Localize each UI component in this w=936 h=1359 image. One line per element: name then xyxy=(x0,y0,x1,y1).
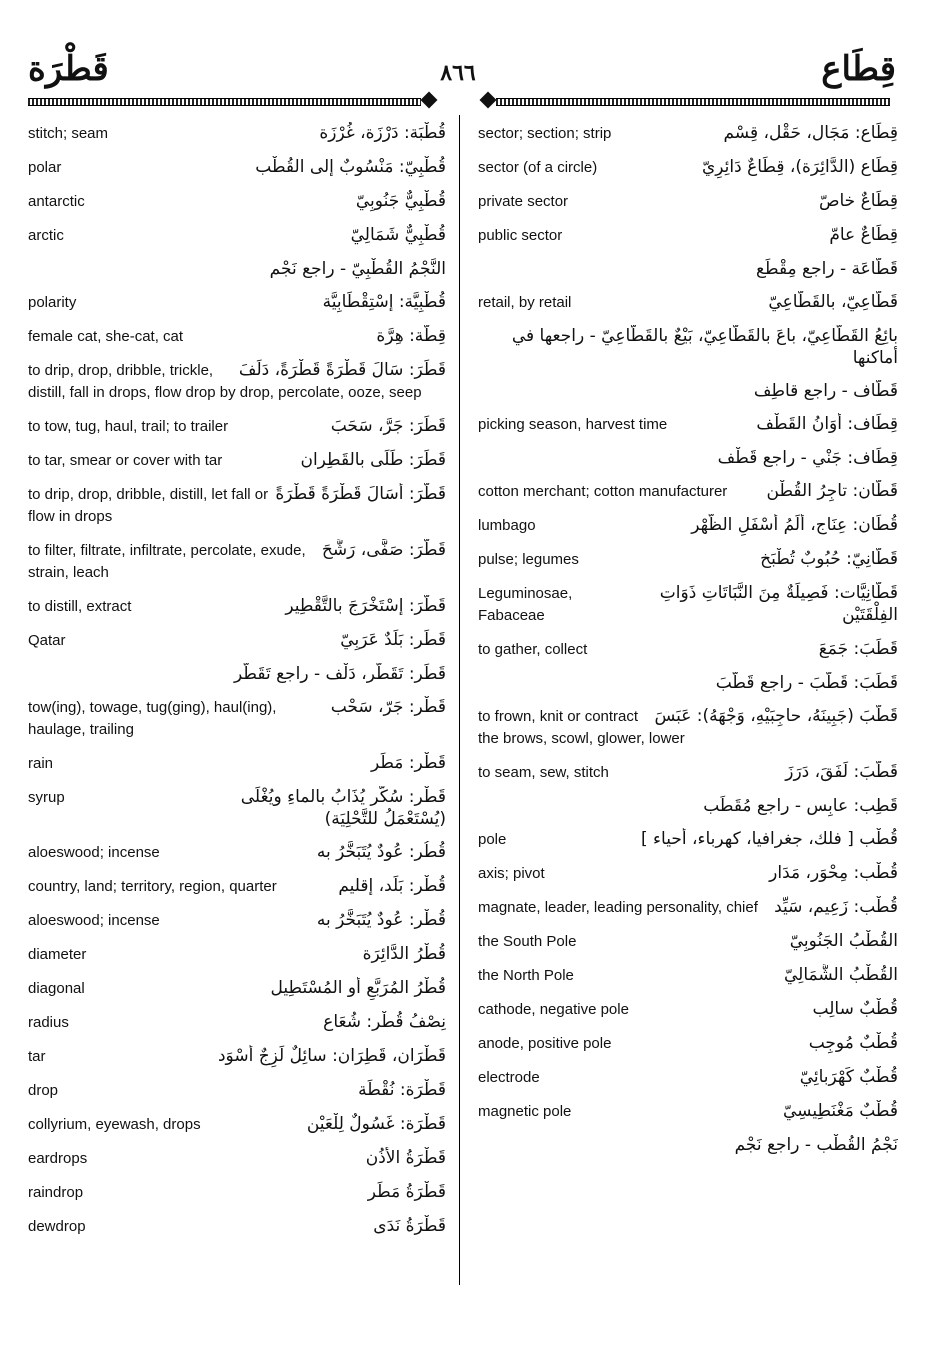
dictionary-entry xyxy=(478,1032,898,1055)
arabic-headword: قَطْر: جَرّ، سَحْب xyxy=(330,697,446,717)
arabic-headword: قُطْبِيٌّ جَنُوبِيّ xyxy=(355,191,446,211)
arabic-headword: قِطَاعٌ عامّ xyxy=(829,225,898,245)
arabic-headword: قُطْرُ المُرَبَّعِ أو المُسْتَطِيل xyxy=(270,978,446,998)
english-gloss: to tar, smear or cover with tar xyxy=(28,452,223,469)
arabic-headword: قَطْرَةُ نَدَى xyxy=(373,1216,446,1236)
right-column xyxy=(478,122,898,1167)
english-gloss: polar xyxy=(28,159,62,176)
english-gloss: rain xyxy=(28,755,54,772)
dictionary-entry xyxy=(28,875,446,898)
dictionary-entry xyxy=(478,224,898,247)
dictionary-entry xyxy=(28,1215,446,1238)
arabic-headword: قَطَّان: تاجِرُ القُطْن xyxy=(766,481,898,501)
dictionary-entry xyxy=(28,786,446,830)
dictionary-entry xyxy=(478,291,898,314)
arabic-headword: قُطْبِيّ: مَنْسُوبٌ إلى القُطْب xyxy=(255,157,446,177)
arabic-headword: قِطَاف: أَوَانُ القَطْف xyxy=(756,414,898,434)
running-head-left: قَطْرَة xyxy=(28,49,109,89)
english-gloss: pole xyxy=(478,831,507,848)
dictionary-entry xyxy=(478,1100,898,1123)
arabic-headword: قُطْر: عُودٌ يُتَبَخَّرُ به xyxy=(316,910,446,930)
dictionary-entry xyxy=(28,1079,446,1102)
english-gloss: magnetic pole xyxy=(478,1103,572,1120)
arabic-headword: قَطَّرَ: أَسَالَ قَطْرَةً قَطْرَةً xyxy=(275,484,446,504)
dictionary-entry xyxy=(28,258,446,280)
english-gloss: private sector xyxy=(478,193,569,210)
english-gloss: aloeswood; incense xyxy=(28,844,160,861)
arabic-headword: قَطَّاعِيّ، بالقَطَّاعِيّ xyxy=(768,292,898,312)
dictionary-entry xyxy=(478,325,898,369)
arabic-headword: قَطَبَ: جَمَعَ xyxy=(818,639,898,659)
dictionary-entry xyxy=(478,896,898,919)
english-gloss: tar xyxy=(28,1048,46,1065)
dictionary-entry xyxy=(28,663,446,685)
dictionary-entry xyxy=(478,761,898,784)
arabic-headword: بائِعُ القَطَّاعِيّ، باعَ بالقَطَّاعِيّ، بَيْعٌ بالقَطَّاعِيّ - راجعها في أماكنها xyxy=(511,326,898,368)
header-rule-left xyxy=(28,94,435,108)
english-gloss: raindrop xyxy=(28,1184,84,1201)
dictionary-entry xyxy=(478,862,898,885)
english-gloss: syrup xyxy=(28,789,65,806)
dictionary-entry xyxy=(28,224,446,247)
dictionary-entry xyxy=(28,629,446,652)
english-gloss: diagonal xyxy=(28,980,85,997)
english-gloss: lumbago xyxy=(478,517,536,534)
arabic-headword: قُطْب: زَعِيم، سَيِّد xyxy=(774,897,898,917)
arabic-headword: قَطَرَ: جَرَّ، سَحَبَ xyxy=(330,416,446,436)
dictionary-entry xyxy=(478,413,898,436)
english-gloss: picking season, harvest time xyxy=(478,416,668,433)
english-gloss: drop xyxy=(28,1082,59,1099)
arabic-headword: قُطَان: عِنَاج، أَلَمُ أَسْفَلِ الظَّهْر xyxy=(691,515,898,535)
arabic-headword: قَطَّاف - راجع قاطِف xyxy=(753,381,898,401)
dictionary-entry xyxy=(28,841,446,864)
dictionary-entry xyxy=(28,752,446,775)
english-gloss: axis; pivot xyxy=(478,865,545,882)
arabic-headword: قَطْرَة: نُقْطَة xyxy=(358,1080,446,1100)
english-gloss: Leguminosae, Fabaceae xyxy=(478,585,573,624)
arabic-headword: القُطْبُ الجَنُوبِيّ xyxy=(789,931,898,951)
dictionary-entry xyxy=(478,672,898,694)
arabic-headword: قِطَاع (الدَّائِرَة)، قِطَاعٌ دَائِرِيّ xyxy=(701,157,898,177)
arabic-headword: قَطْرَة: غَسُولٌ لِلْعَيْن xyxy=(306,1114,446,1134)
arabic-headword: قُطْرُ الدَّائِرَة xyxy=(362,944,446,964)
dictionary-entry xyxy=(28,696,446,741)
arabic-headword: قَطَّبَ (جَبِينَهُ، حاجِبَيْهِ، وَجْهَهُ): عَبَسَ xyxy=(654,706,898,726)
arabic-headword: قُطْبِيٌّ شَمَالِيّ xyxy=(350,225,446,245)
arabic-headword: قِطَاعٌ خاصّ xyxy=(818,191,898,211)
arabic-headword: النَّجْمُ القُطْبِيّ - راجع نَجْم xyxy=(269,259,446,279)
arabic-headword: قُطْبٌ مَغْنَطِيسِيّ xyxy=(782,1101,898,1121)
arabic-headword: قَطَّاعَة - راجع مِقْطَع xyxy=(755,259,898,279)
english-gloss: Qatar xyxy=(28,632,66,649)
dictionary-entry xyxy=(28,595,446,618)
arabic-headword: قُطْبِيَّة: إسْتِقْطَابِيَّة xyxy=(322,292,446,312)
english-gloss: aloeswood; incense xyxy=(28,912,160,929)
arabic-headword: قَطَر: بَلَدٌ عَرَبِيّ xyxy=(340,630,446,650)
english-gloss: the South Pole xyxy=(478,933,577,950)
arabic-headword: قَطِب: عابِس - راجع مُقَطِّب xyxy=(703,796,898,816)
dictionary-entry xyxy=(478,258,898,280)
arabic-headword: قَطْرَةُ الأُذُن xyxy=(365,1148,446,1168)
english-gloss: tow(ing), towage, tug(ging), haul(ing), haulage, trailing xyxy=(28,699,277,738)
arabic-headword: قَطْر: سُكَّر يُذَابُ بالماءِ ويُغْلَى (يُسْتَعْمَلُ للتَّحْلِيَة) xyxy=(240,787,446,829)
arabic-headword: قَطَبَ: قَطَّبَ - راجع قَطَّبَ xyxy=(715,673,898,693)
english-gloss: sector; section; strip xyxy=(478,125,612,142)
dictionary-entry xyxy=(28,539,446,584)
dictionary-entry xyxy=(28,1113,446,1136)
page-number: ٨٦٦ xyxy=(440,60,476,86)
dictionary-entry xyxy=(478,705,898,750)
arabic-headword: قُطْبٌ كَهْرَبائِيّ xyxy=(799,1067,898,1087)
dictionary-entry xyxy=(478,1066,898,1089)
dictionary-entry xyxy=(478,1134,898,1156)
dictionary-entry xyxy=(28,909,446,932)
dictionary-entry xyxy=(28,359,446,404)
arabic-headword: قَطَر: تَقَطُّر، دَلْف - راجع تَقَطُّر xyxy=(234,664,446,684)
dictionary-entry xyxy=(28,943,446,966)
english-gloss: to frown, knit or contract the brows, scowl, glower, lower xyxy=(478,708,685,747)
arabic-headword: قِطَاع: مَجَال، حَقْل، قِسْم xyxy=(723,123,898,143)
dictionary-entry xyxy=(28,1147,446,1170)
english-gloss: dewdrop xyxy=(28,1218,86,1235)
running-head-right: قِطَاع xyxy=(821,49,896,89)
arabic-headword: قُطُر: عُودٌ يُتَبَخَّرُ به xyxy=(316,842,446,862)
arabic-headword: قُطْبَة: دَرْزَة، غُرْزَة xyxy=(319,123,446,143)
dictionary-entry xyxy=(478,480,898,503)
dictionary-entry xyxy=(478,930,898,953)
english-gloss: to seam, sew, stitch xyxy=(478,764,609,781)
arabic-headword: قُطْب [ فلك، جغرافيا، كهرباء، أحياء ] xyxy=(641,829,898,849)
arabic-headword: قَطَرَ: سَالَ قَطْرَةً قَطْرَةً، دَلَفَ xyxy=(238,360,446,380)
english-gloss: cotton merchant; cotton manufacturer xyxy=(478,483,728,500)
english-gloss: polarity xyxy=(28,294,77,311)
arabic-headword: قَطَرَ: طَلَى بالقَطِران xyxy=(300,450,446,470)
english-gloss: to gather, collect xyxy=(478,641,588,658)
english-gloss: to drip, drop, dribble, distill, let fall or flow in drops xyxy=(28,486,269,525)
column-divider xyxy=(459,115,460,1285)
dictionary-entry xyxy=(478,156,898,179)
english-gloss: cathode, negative pole xyxy=(478,1001,629,1018)
english-gloss: stitch; seam xyxy=(28,125,109,142)
english-gloss: to tow, tug, haul, trail; to trailer xyxy=(28,418,229,435)
dictionary-entry xyxy=(478,795,898,817)
dictionary-entry xyxy=(478,582,898,627)
arabic-headword: قَطَّبَ: لَفَقَ، دَرَزَ xyxy=(785,762,898,782)
dictionary-entry xyxy=(28,156,446,179)
english-gloss: to filter, filtrate, infiltrate, percolate, exude, strain, leach xyxy=(28,542,306,581)
english-gloss: magnate, leader, leading personality, chief xyxy=(478,899,758,916)
dictionary-entry xyxy=(28,1045,446,1068)
english-gloss: public sector xyxy=(478,227,563,244)
dictionary-entry xyxy=(478,380,898,402)
arabic-headword: القُطْبُ الشَّمَالِيّ xyxy=(784,965,898,985)
english-gloss: retail, by retail xyxy=(478,294,572,311)
header-rule-right xyxy=(482,94,890,108)
english-gloss: collyrium, eyewash, drops xyxy=(28,1116,201,1133)
dictionary-entry xyxy=(478,828,898,851)
dictionary-entry xyxy=(28,325,446,348)
english-gloss: antarctic xyxy=(28,193,85,210)
dictionary-entry xyxy=(28,1181,446,1204)
arabic-headword: قِطَّة: هِرَّة xyxy=(376,326,446,346)
english-gloss: electrode xyxy=(478,1069,540,1086)
diamond-ornament-icon xyxy=(421,92,438,109)
arabic-headword: قُطْبٌ سالِب xyxy=(812,999,898,1019)
english-gloss: eardrops xyxy=(28,1150,88,1167)
english-gloss: female cat, she-cat, cat xyxy=(28,328,184,345)
english-gloss: anode, positive pole xyxy=(478,1035,612,1052)
english-gloss: the North Pole xyxy=(478,967,574,984)
dictionary-entry xyxy=(478,548,898,571)
left-column xyxy=(28,122,446,1249)
english-gloss: radius xyxy=(28,1014,69,1031)
arabic-headword: قَطْرَةُ مَطَر xyxy=(367,1182,446,1202)
arabic-headword: قُطْبٌ مُوجِب xyxy=(808,1033,898,1053)
dictionary-entry xyxy=(478,514,898,537)
dictionary-entry xyxy=(28,122,446,145)
arabic-headword: قُطْب: مِحْوَر، مَدَار xyxy=(769,863,898,883)
arabic-headword: قَطْر: مَطَر xyxy=(370,753,446,773)
dictionary-entry xyxy=(28,190,446,213)
english-gloss: to distill, extract xyxy=(28,598,132,615)
arabic-headword: قِطَاف: جَنْي - راجع قَطْف xyxy=(717,448,898,468)
arabic-headword: قَطْرَان، قَطِرَان: سائِلٌ لَزِجٌ أَسْوَد xyxy=(217,1046,446,1066)
english-gloss: arctic xyxy=(28,227,64,244)
arabic-headword: نِصْفُ قُطْر: شُعَاع xyxy=(323,1012,446,1032)
dictionary-entry xyxy=(28,291,446,314)
arabic-headword: قَطَّانِيّ: حُبُوبٌ تُطْبَخ xyxy=(760,549,898,569)
dictionary-entry xyxy=(478,190,898,213)
english-gloss: pulse; legumes xyxy=(478,551,579,568)
diamond-ornament-icon xyxy=(480,92,497,109)
dictionary-entry xyxy=(28,415,446,438)
arabic-headword: قَطَّانِيَّات: فَصِيلَةٌ مِنَ النَّبَاتَاتِ ذَوَاتِ الفِلْقَتَيْن xyxy=(659,583,898,625)
english-gloss: sector (of a circle) xyxy=(478,159,598,176)
dictionary-entry xyxy=(478,998,898,1021)
dictionary-entry xyxy=(478,964,898,987)
dictionary-entry xyxy=(478,122,898,145)
arabic-headword: قُطْر: بَلَد، إقليم xyxy=(338,876,446,896)
dictionary-entry xyxy=(478,638,898,661)
english-gloss: diameter xyxy=(28,946,87,963)
dictionary-entry xyxy=(28,449,446,472)
english-gloss: country, land; territory, region, quarter xyxy=(28,878,277,895)
dictionary-entry xyxy=(478,447,898,469)
arabic-headword: قَطَّرَ: إسْتَخْرَجَ بالتَّقْطِير xyxy=(285,596,446,616)
arabic-headword: قَطَّرَ: صَفَّى، رَشَّحَ xyxy=(321,540,446,560)
arabic-headword: نَجْمُ القُطْب - راجع نَجْم xyxy=(734,1135,898,1155)
dictionary-entry xyxy=(28,977,446,1000)
dictionary-entry xyxy=(28,483,446,528)
dictionary-entry xyxy=(28,1011,446,1034)
english-gloss: to drip, drop, dribble, trickle, distill, fall in drops, flow drop by drop, percolate, ooze, seep xyxy=(28,362,422,401)
